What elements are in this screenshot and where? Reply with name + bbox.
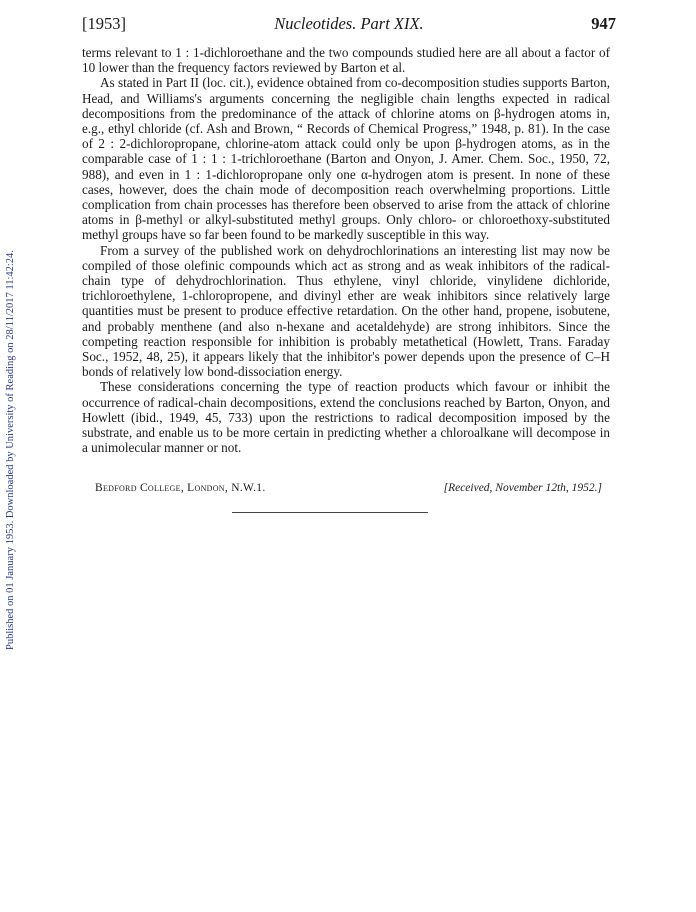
- header-year: [1953]: [82, 14, 126, 33]
- header-title: Nucleotides. Part XIX.: [274, 14, 424, 33]
- paragraph-3: From a survey of the published work on dehydrochlorinations an interesting list may now be compiled of those olefinic compounds which act as strong and as weak inhibitors of the radical-chain type of dehydrochlorination. Thus ethylene, vinyl chloride, vinylidene dichloride, trichloroethylene, 1-chloropropene, and divinyl ether are weak inhibitors since relatively large quantities must be present to produce effective retardation. On the other hand, propene, isobutene, and probably menthene (and also n-hexane and acetaldehyde) are strong inhibitors. Since the competing reaction responsible for inhibition is probably metathetical (Howlett, Trans. Faraday Soc., 1952, 48, 25), it appears likely that the inhibitor's power depends upon the presence of C–H bonds of relatively low bond-dissociation energy.: [82, 242, 610, 380]
- end-rule: [232, 512, 428, 513]
- page-number: 947: [591, 14, 616, 33]
- page-header: [82, 14, 616, 40]
- paragraph-1: terms relevant to 1 : 1-dichloroethane and the two compounds studied here are all about a factor of 10 lower than the frequency factors reviewed by Barton et al.: [82, 45, 610, 76]
- received-date: [Received, November 12th, 1952.]: [443, 482, 602, 494]
- author-affiliation: Bedford College, London, N.W.1.: [95, 482, 266, 494]
- publication-watermark: Published on 01 January 1953. Downloaded by University of Reading on 28/11/2017 11:42:24.: [5, 250, 16, 650]
- article-footer: [82, 482, 602, 498]
- paragraph-4: These considerations concerning the type of reaction products which favour or inhibit the occurrence of radical-chain decompositions, extend the conclusions reached by Barton, Onyon, and Howlett (ibid., 1949, 45, 733) upon the restrictions to radical decomposition imposed by the substrate, and enable us to be more certain in predicting whether a chloroalkane will decompose in a unimolecular manner or not.: [82, 379, 610, 456]
- paragraph-2: As stated in Part II (loc. cit.), evidence obtained from co-decomposition studies supports Barton, Head, and Williams's arguments concerning the negligible chain lengths expected in radical decompositions from the predominance of the attack of chlorine atoms on β-hydrogen atoms in, e.g., ethyl chloride (cf. Ash and Brown, “ Records of Chemical Progress,” 1948, p. 81). In the case of 2 : 2-dichloropropane, chlorine-atom attack could only be upon β-hydrogen atoms, as in the comparable case of 1 : 1 : 1-trichloroethane (Barton and Onyon, J. Amer. Chem. Soc., 1950, 72, 988), and even in 1 : 1-dichloropropane only one α-hydrogen atom is present. In none of these cases, however, does the chain mode of decomposition reach overwhelming proportions. Little complication from chain processes has therefore been observed to arise from the attack of chlorine atoms in β-methyl or alkyl-substituted methyl groups. Only chloro- or chloroethoxy-substituted methyl groups have so far been found to be markedly susceptible in this way.: [82, 75, 610, 243]
- article-body: [82, 45, 610, 455]
